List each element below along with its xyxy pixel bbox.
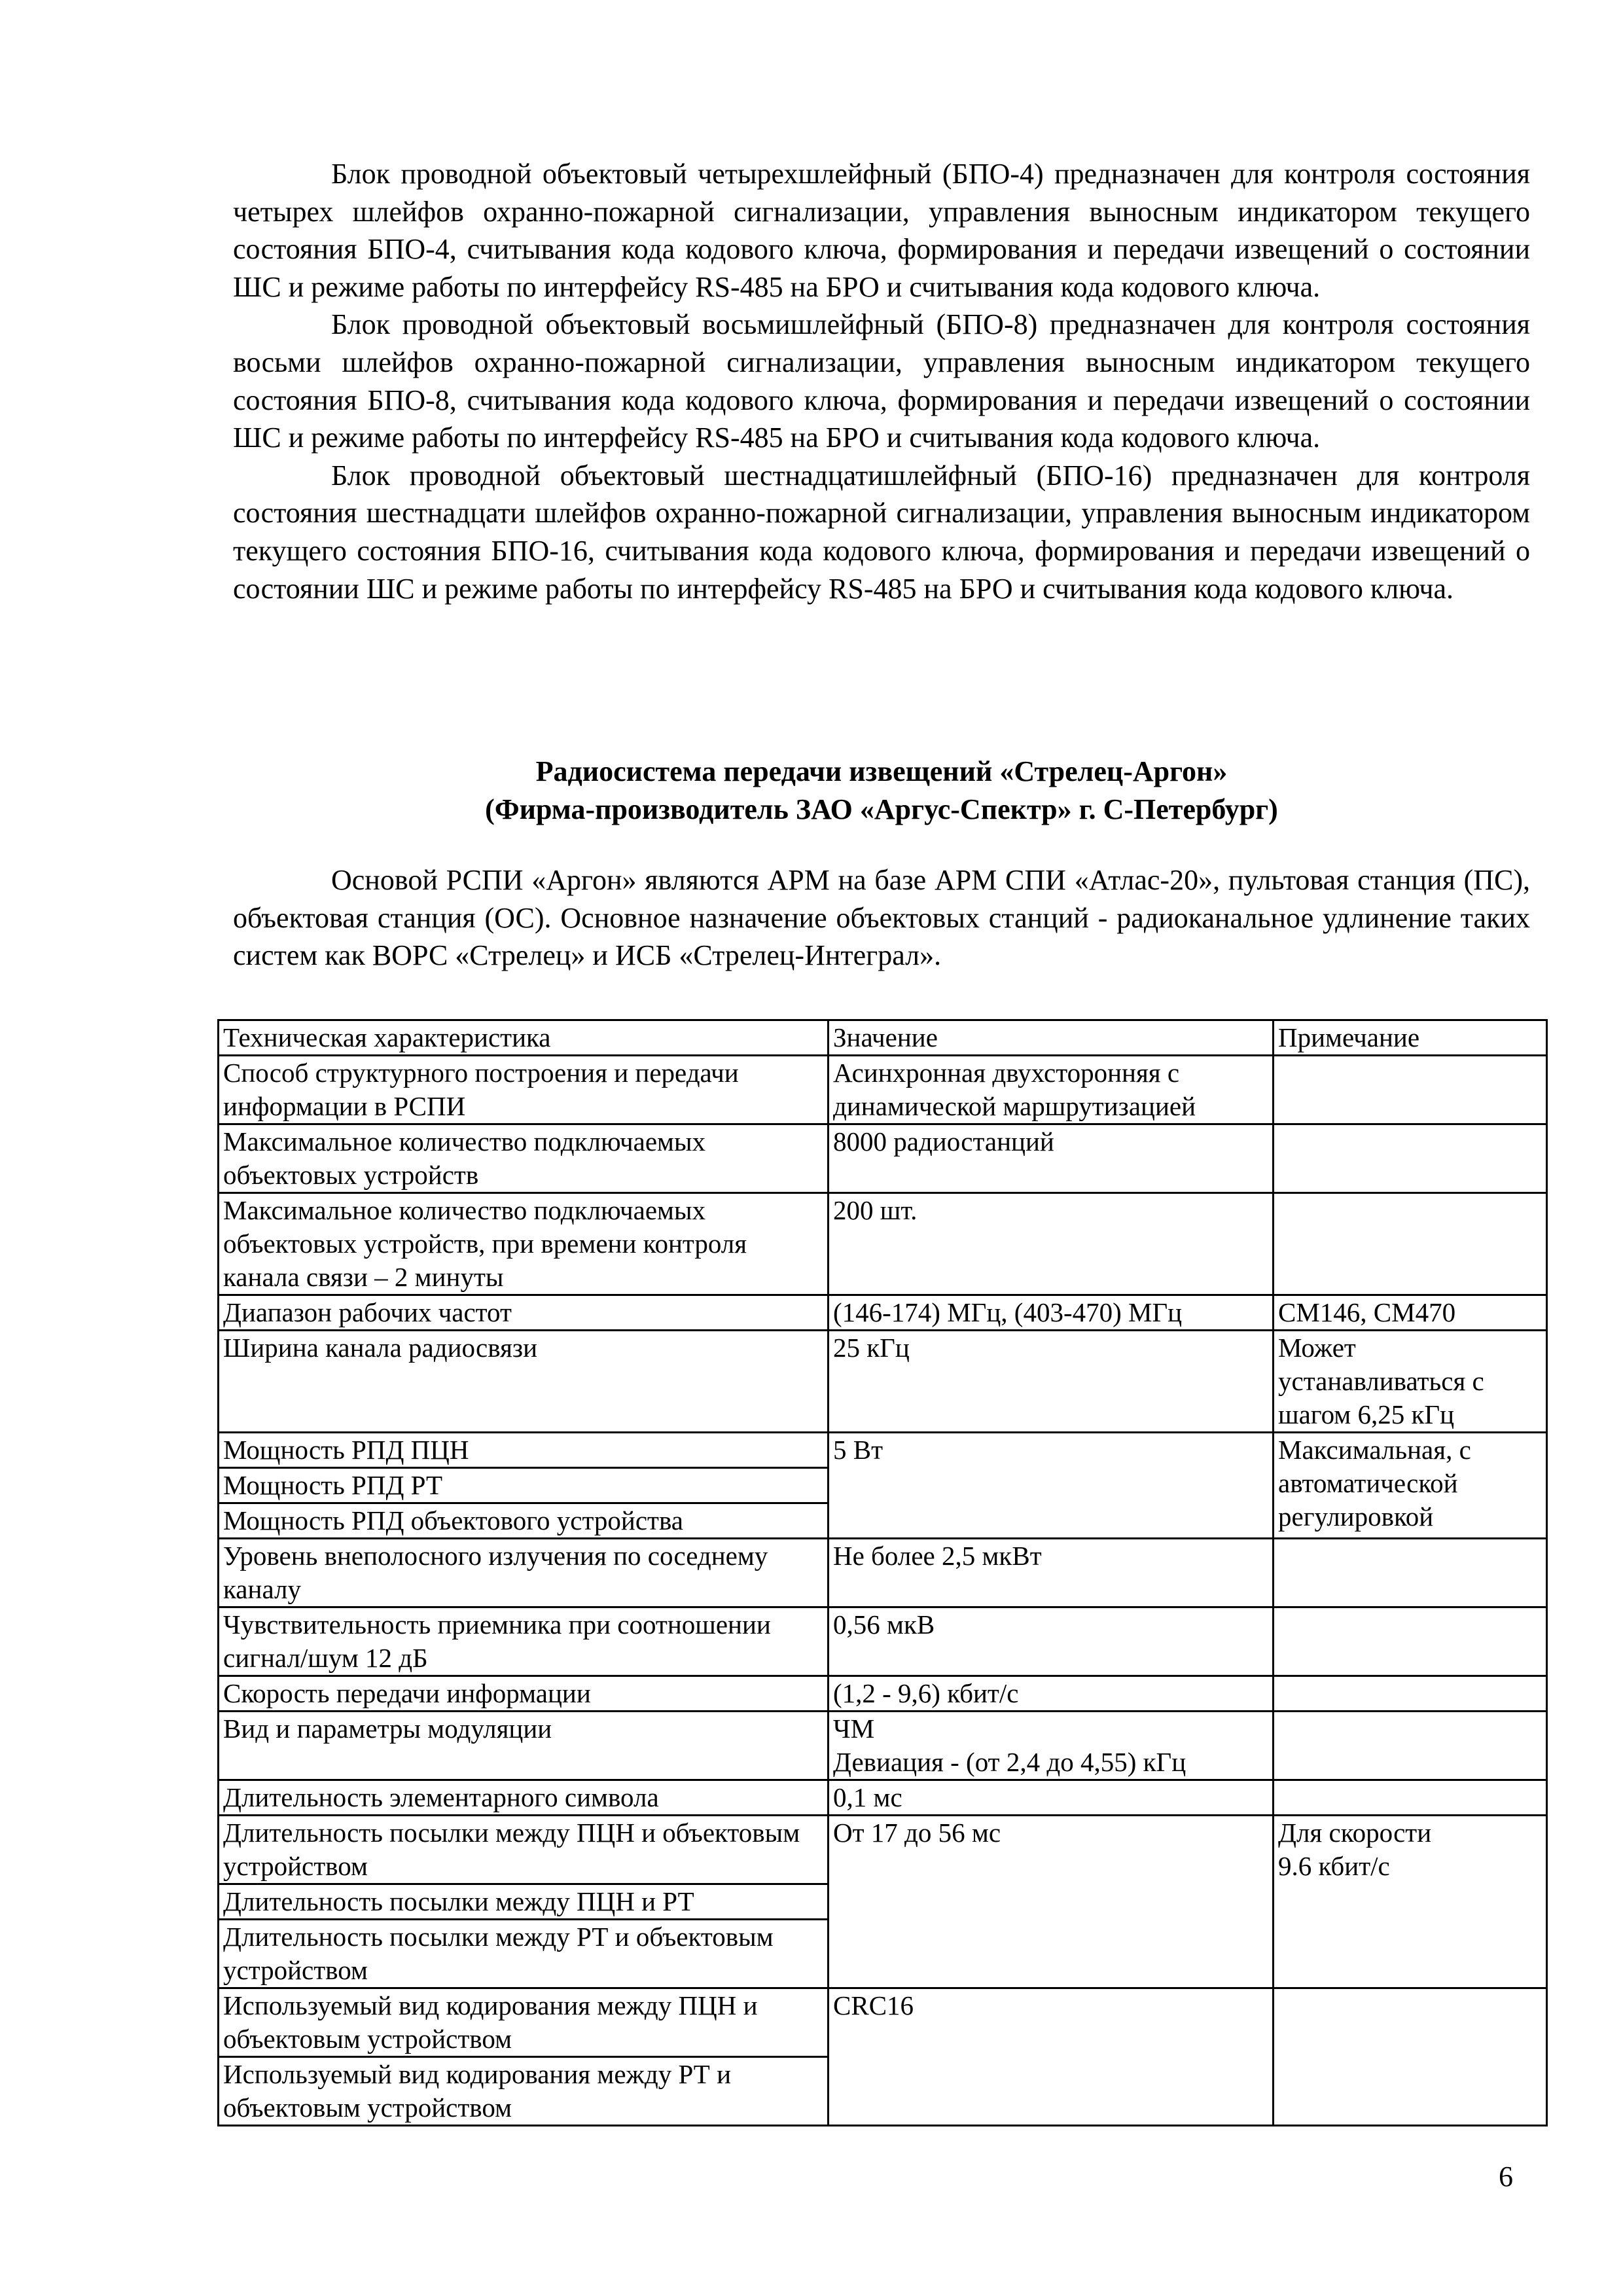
table-row: [219, 1988, 1547, 2057]
note-speed-label: Для скорости: [1278, 1818, 1432, 1848]
table-row: [219, 1124, 1547, 1193]
table-cell: 0,56 мкВ: [829, 1607, 1274, 1676]
table-cell: Вид и параметры модуляции: [219, 1712, 829, 1780]
heading-line-2: (Фирма-производитель ЗАО «Аргус-Спектр» г. С-Петербург): [485, 793, 1278, 825]
table-row: [219, 1676, 1547, 1712]
table-cell: Скорость передачи информации: [219, 1676, 829, 1712]
table-cell: [1274, 1539, 1547, 1607]
table-row: [219, 1780, 1547, 1816]
intro-paragraph: Основой РСПИ «Аргон» являются АРМ на базе АРМ СПИ «Атлас-20», пультовая станция (ПС), объектовая станция (ОС). Основное назначение объектовых станций - радиоканальное удлинение таких систем как ВОРС «Стрелец» и ИСБ «Стрелец-Интеграл».: [233, 864, 1530, 972]
page-number: 6: [1499, 2161, 1513, 2193]
table-row: [219, 1433, 1547, 1468]
table-row: [219, 1193, 1547, 1295]
table-row: [219, 1539, 1547, 1607]
table-cell: 5 Вт: [829, 1433, 1274, 1539]
table-cell: Максимальное количество подключаемых объектовых устройств, при времени контроля канала связи – 2 минуты: [219, 1193, 829, 1295]
table-cell: Уровень внеполосного излучения по соседнему каналу: [219, 1539, 829, 1607]
table-row: [219, 1056, 1547, 1124]
table-cell: Используемый вид кодирования между РТ и объектовым устройством: [219, 2057, 829, 2126]
table-cell: (1,2 - 9,6) кбит/с: [829, 1676, 1274, 1712]
heading-line-1: Радиосистема передачи извещений «Стрелец-Аргон»: [535, 755, 1228, 787]
table-cell: Максимальная, с автоматической регулировкой: [1274, 1433, 1547, 1539]
modulation-deviation: Девиация - (от 2,4 до 4,55) кГц: [833, 1747, 1186, 1777]
modulation-type: ЧМ: [833, 1713, 875, 1744]
table-cell: Длительность посылки между ПЦН и объектовым устройством: [219, 1816, 829, 1884]
paragraph-bpo16: Блок проводной объектовый шестнадцатишлейфный (БПО-16) предназначен для контроля состояния шестнадцати шлейфов охранно-пожарной сигнализации, управления выносным индикатором текущего состояния БПО-16, считывания кода кодового ключа, формирования и передачи извещений о состоянии ШС и режиме работы по интерфейсу RS-485 на БРО и считывания кода кодового ключа.: [233, 459, 1530, 605]
table-row: [219, 1607, 1547, 1676]
paragraph-bpo4: Блок проводной объектовый четырехшлейфный (БПО-4) предназначен для контроля состояния четырех шлейфов охранно-пожарной сигнализации, управления выносным индикатором текущего состояния БПО-4, считывания кода кодового ключа, формирования и передачи извещений о состоянии ШС и режиме работы по интерфейсу RS-485 на БРО и считывания кода кодового ключа.: [233, 158, 1530, 303]
table-cell: (146-174) МГц, (403-470) МГц: [829, 1295, 1274, 1331]
section-heading: [233, 753, 1530, 829]
table-cell: 200 шт.: [829, 1193, 1274, 1295]
table-cell: Может устанавливаться с шагом 6,25 кГц: [1274, 1331, 1547, 1433]
table-cell: CRC16: [829, 1988, 1274, 2126]
table-cell: Чувствительность приемника при соотношении сигнал/шум 12 дБ: [219, 1607, 829, 1676]
table-cell: Мощность РПД объектового устройства: [219, 1503, 829, 1539]
table-cell: 25 кГц: [829, 1331, 1274, 1433]
table-cell: [1274, 1607, 1547, 1676]
table-cell: 8000 радиостанций: [829, 1124, 1274, 1193]
paragraph-bpo8: Блок проводной объектовый восьмишлейфный (БПО-8) предназначен для контроля состояния восьми шлейфов охранно-пожарной сигнализации, управления выносным индикатором текущего состояния БПО-8, считывания кода кодового ключа, формирования и передачи извещений о состоянии ШС и режиме работы по интерфейсу RS-485 на БРО и считывания кода кодового ключа.: [233, 308, 1530, 454]
intro-text: [233, 861, 1530, 975]
table-cell: Не более 2,5 мкВт: [829, 1539, 1274, 1607]
table-cell: [1274, 1193, 1547, 1295]
table-cell: [1274, 1676, 1547, 1712]
header-characteristic: Техническая характеристика: [219, 1020, 829, 1056]
table-cell: [1274, 1780, 1547, 1816]
table-row: [219, 1331, 1547, 1433]
table-cell: Максимальное количество подключаемых объектовых устройств: [219, 1124, 829, 1193]
table-cell: Длительность элементарного символа: [219, 1780, 829, 1816]
table-cell: Диапазон рабочих частот: [219, 1295, 829, 1331]
table-cell: СМ146, СМ470: [1274, 1295, 1547, 1331]
header-note: Примечание: [1274, 1020, 1547, 1056]
table-cell: Длительность посылки между РТ и объектовым устройством: [219, 1920, 829, 1988]
table-cell: Мощность РПД ПЦН: [219, 1433, 829, 1468]
table-cell: Используемый вид кодирования между ПЦН и объектовым устройством: [219, 1988, 829, 2057]
table-row: [219, 1712, 1547, 1780]
table-cell: Длительность посылки между ПЦН и РТ: [219, 1884, 829, 1920]
table-cell: [1274, 1056, 1547, 1124]
note-speed-value: 9.6 кбит/с: [1278, 1851, 1390, 1881]
table-cell: [1274, 1988, 1547, 2126]
header-value: Значение: [829, 1020, 1274, 1056]
table-cell: Ширина канала радиосвязи: [219, 1331, 829, 1433]
table-cell: Мощность РПД РТ: [219, 1468, 829, 1503]
table-row: [219, 1295, 1547, 1331]
table-row: [219, 1816, 1547, 1884]
table-header-row: [219, 1020, 1547, 1056]
spec-table: [217, 1019, 1548, 2126]
body-text: [233, 155, 1530, 607]
table-cell: 0,1 мс: [829, 1780, 1274, 1816]
table-cell: [1274, 1712, 1547, 1780]
table-cell: [829, 1712, 1274, 1780]
table-cell: Способ структурного построения и передачи информации в РСПИ: [219, 1056, 829, 1124]
table-cell: Асинхронная двухсторонняя с динамической маршрутизацией: [829, 1056, 1274, 1124]
table-cell: От 17 до 56 мс: [829, 1816, 1274, 1988]
table-cell: [1274, 1124, 1547, 1193]
table-cell: [1274, 1816, 1547, 1988]
